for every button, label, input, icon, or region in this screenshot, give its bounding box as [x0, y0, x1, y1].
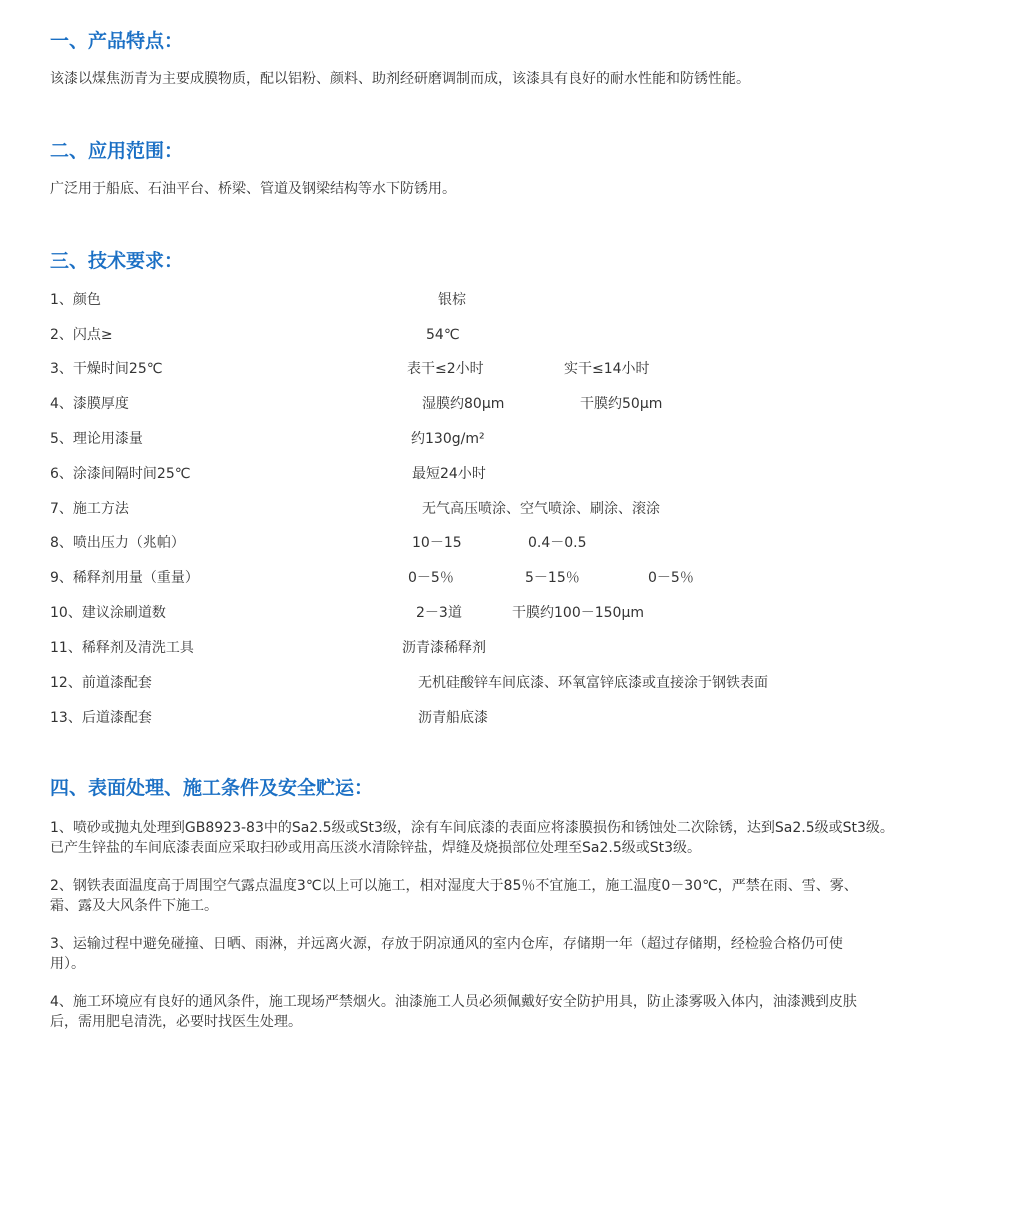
spec-label: 6、涂漆间隔时间25℃ — [50, 466, 191, 482]
spec-value: 无气高压喷涂、空气喷涂、刷涂、滚涂 — [422, 501, 660, 517]
spec-value: 0－5％ — [408, 570, 454, 586]
paragraph-line: 1、喷砂或抛丸处理到GB8923-83中的Sa2.5级或St3级，涂有车间底漆的表面应将漆膜损伤和锈蚀处二次除锈，达到Sa2.5级或St3级。 — [50, 820, 894, 836]
spec-value: 表干≤2小时 — [407, 361, 484, 377]
spec-row — [50, 290, 980, 310]
spec-value: 54℃ — [426, 327, 460, 343]
treatment-paragraph — [50, 876, 990, 916]
spec-row — [50, 708, 980, 728]
spec-row — [50, 533, 980, 553]
paragraph-line: 3、运输过程中避免碰撞、日晒、雨淋，并远离火源，存放于阴凉通风的室内仓库，存储期一年（超过存储期，经检验合格仍可使 — [50, 936, 843, 952]
paragraph-line: 已产生锌盐的车间底漆表面应采取扫砂或用高压淡水清除锌盐，焊缝及烧损部位处理至Sa2.5级或St3级。 — [50, 840, 702, 856]
spec-label: 9、稀释剂用量（重量） — [50, 570, 199, 586]
section-heading-features: 一、产品特点： — [50, 30, 184, 52]
spec-value: 沥青漆稀释剂 — [402, 640, 486, 656]
spec-row — [50, 394, 980, 414]
spec-label: 4、漆膜厚度 — [50, 396, 129, 412]
section-heading-application: 二、应用范围： — [50, 140, 184, 162]
features-text: 该漆以煤焦沥青为主要成膜物质，配以铝粉、颜料、助剂经研磨调制而成，该漆具有良好的耐水性能和防锈性能。 — [50, 71, 750, 87]
spec-value: 10－15 — [412, 535, 462, 551]
spec-row — [50, 429, 980, 449]
spec-label: 11、稀释剂及清洗工具 — [50, 640, 194, 656]
spec-label: 1、颜色 — [50, 292, 101, 308]
paragraph-line: 霜、露及大风条件下施工。 — [50, 898, 218, 914]
section-heading-technical: 三、技术要求： — [50, 250, 184, 272]
spec-label: 3、干燥时间25℃ — [50, 361, 163, 377]
spec-row — [50, 568, 980, 588]
spec-row — [50, 325, 980, 345]
spec-row — [50, 638, 980, 658]
paragraph-line: 后，需用肥皂清洗，必要时找医生处理。 — [50, 1014, 302, 1030]
treatment-paragraph — [50, 818, 990, 858]
spec-row — [50, 499, 980, 519]
spec-value: 最短24小时 — [412, 466, 486, 482]
spec-value: 2－3道 — [416, 605, 462, 621]
spec-value: 约130g/m² — [411, 431, 485, 447]
spec-label: 10、建议涂刷道数 — [50, 605, 166, 621]
spec-label: 2、闪点≥ — [50, 327, 113, 343]
treatment-paragraph — [50, 934, 990, 974]
application-text: 广泛用于船底、石油平台、桥梁、管道及钢梁结构等水下防锈用。 — [50, 181, 456, 197]
spec-value: 湿膜约80μm — [422, 396, 505, 412]
spec-label: 7、施工方法 — [50, 501, 129, 517]
spec-label: 5、理论用漆量 — [50, 431, 143, 447]
paragraph-line: 用）。 — [50, 956, 85, 972]
spec-value: 干膜约50μm — [580, 396, 663, 412]
spec-label: 12、前道漆配套 — [50, 675, 152, 691]
spec-value: 5－15％ — [525, 570, 580, 586]
spec-value: 无机硅酸锌车间底漆、环氧富锌底漆或直接涂于钢铁表面 — [418, 675, 768, 691]
spec-value: 银棕 — [438, 292, 466, 308]
section-heading-surface-treatment: 四、表面处理、施工条件及安全贮运： — [50, 777, 374, 799]
spec-row — [50, 464, 980, 484]
spec-value: 0－5％ — [648, 570, 694, 586]
spec-value: 实干≤14小时 — [564, 361, 650, 377]
spec-label: 8、喷出压力（兆帕） — [50, 535, 185, 551]
treatment-paragraph — [50, 992, 990, 1032]
spec-value: 干膜约100－150μm — [512, 605, 644, 621]
spec-row — [50, 673, 980, 693]
paragraph-line: 4、施工环境应有良好的通风条件，施工现场严禁烟火。油漆施工人员必须佩戴好安全防护用具，防止漆雾吸入体内，油漆溅到皮肤 — [50, 994, 857, 1010]
spec-row — [50, 359, 980, 379]
spec-row — [50, 603, 980, 623]
paragraph-line: 2、钢铁表面温度高于周围空气露点温度3℃以上可以施工，相对湿度大于85％不宜施工，施工温度0－30℃，严禁在雨、雪、雾、 — [50, 878, 858, 894]
spec-value: 沥青船底漆 — [418, 710, 488, 726]
spec-label: 13、后道漆配套 — [50, 710, 152, 726]
spec-value: 0.4－0.5 — [528, 535, 587, 551]
